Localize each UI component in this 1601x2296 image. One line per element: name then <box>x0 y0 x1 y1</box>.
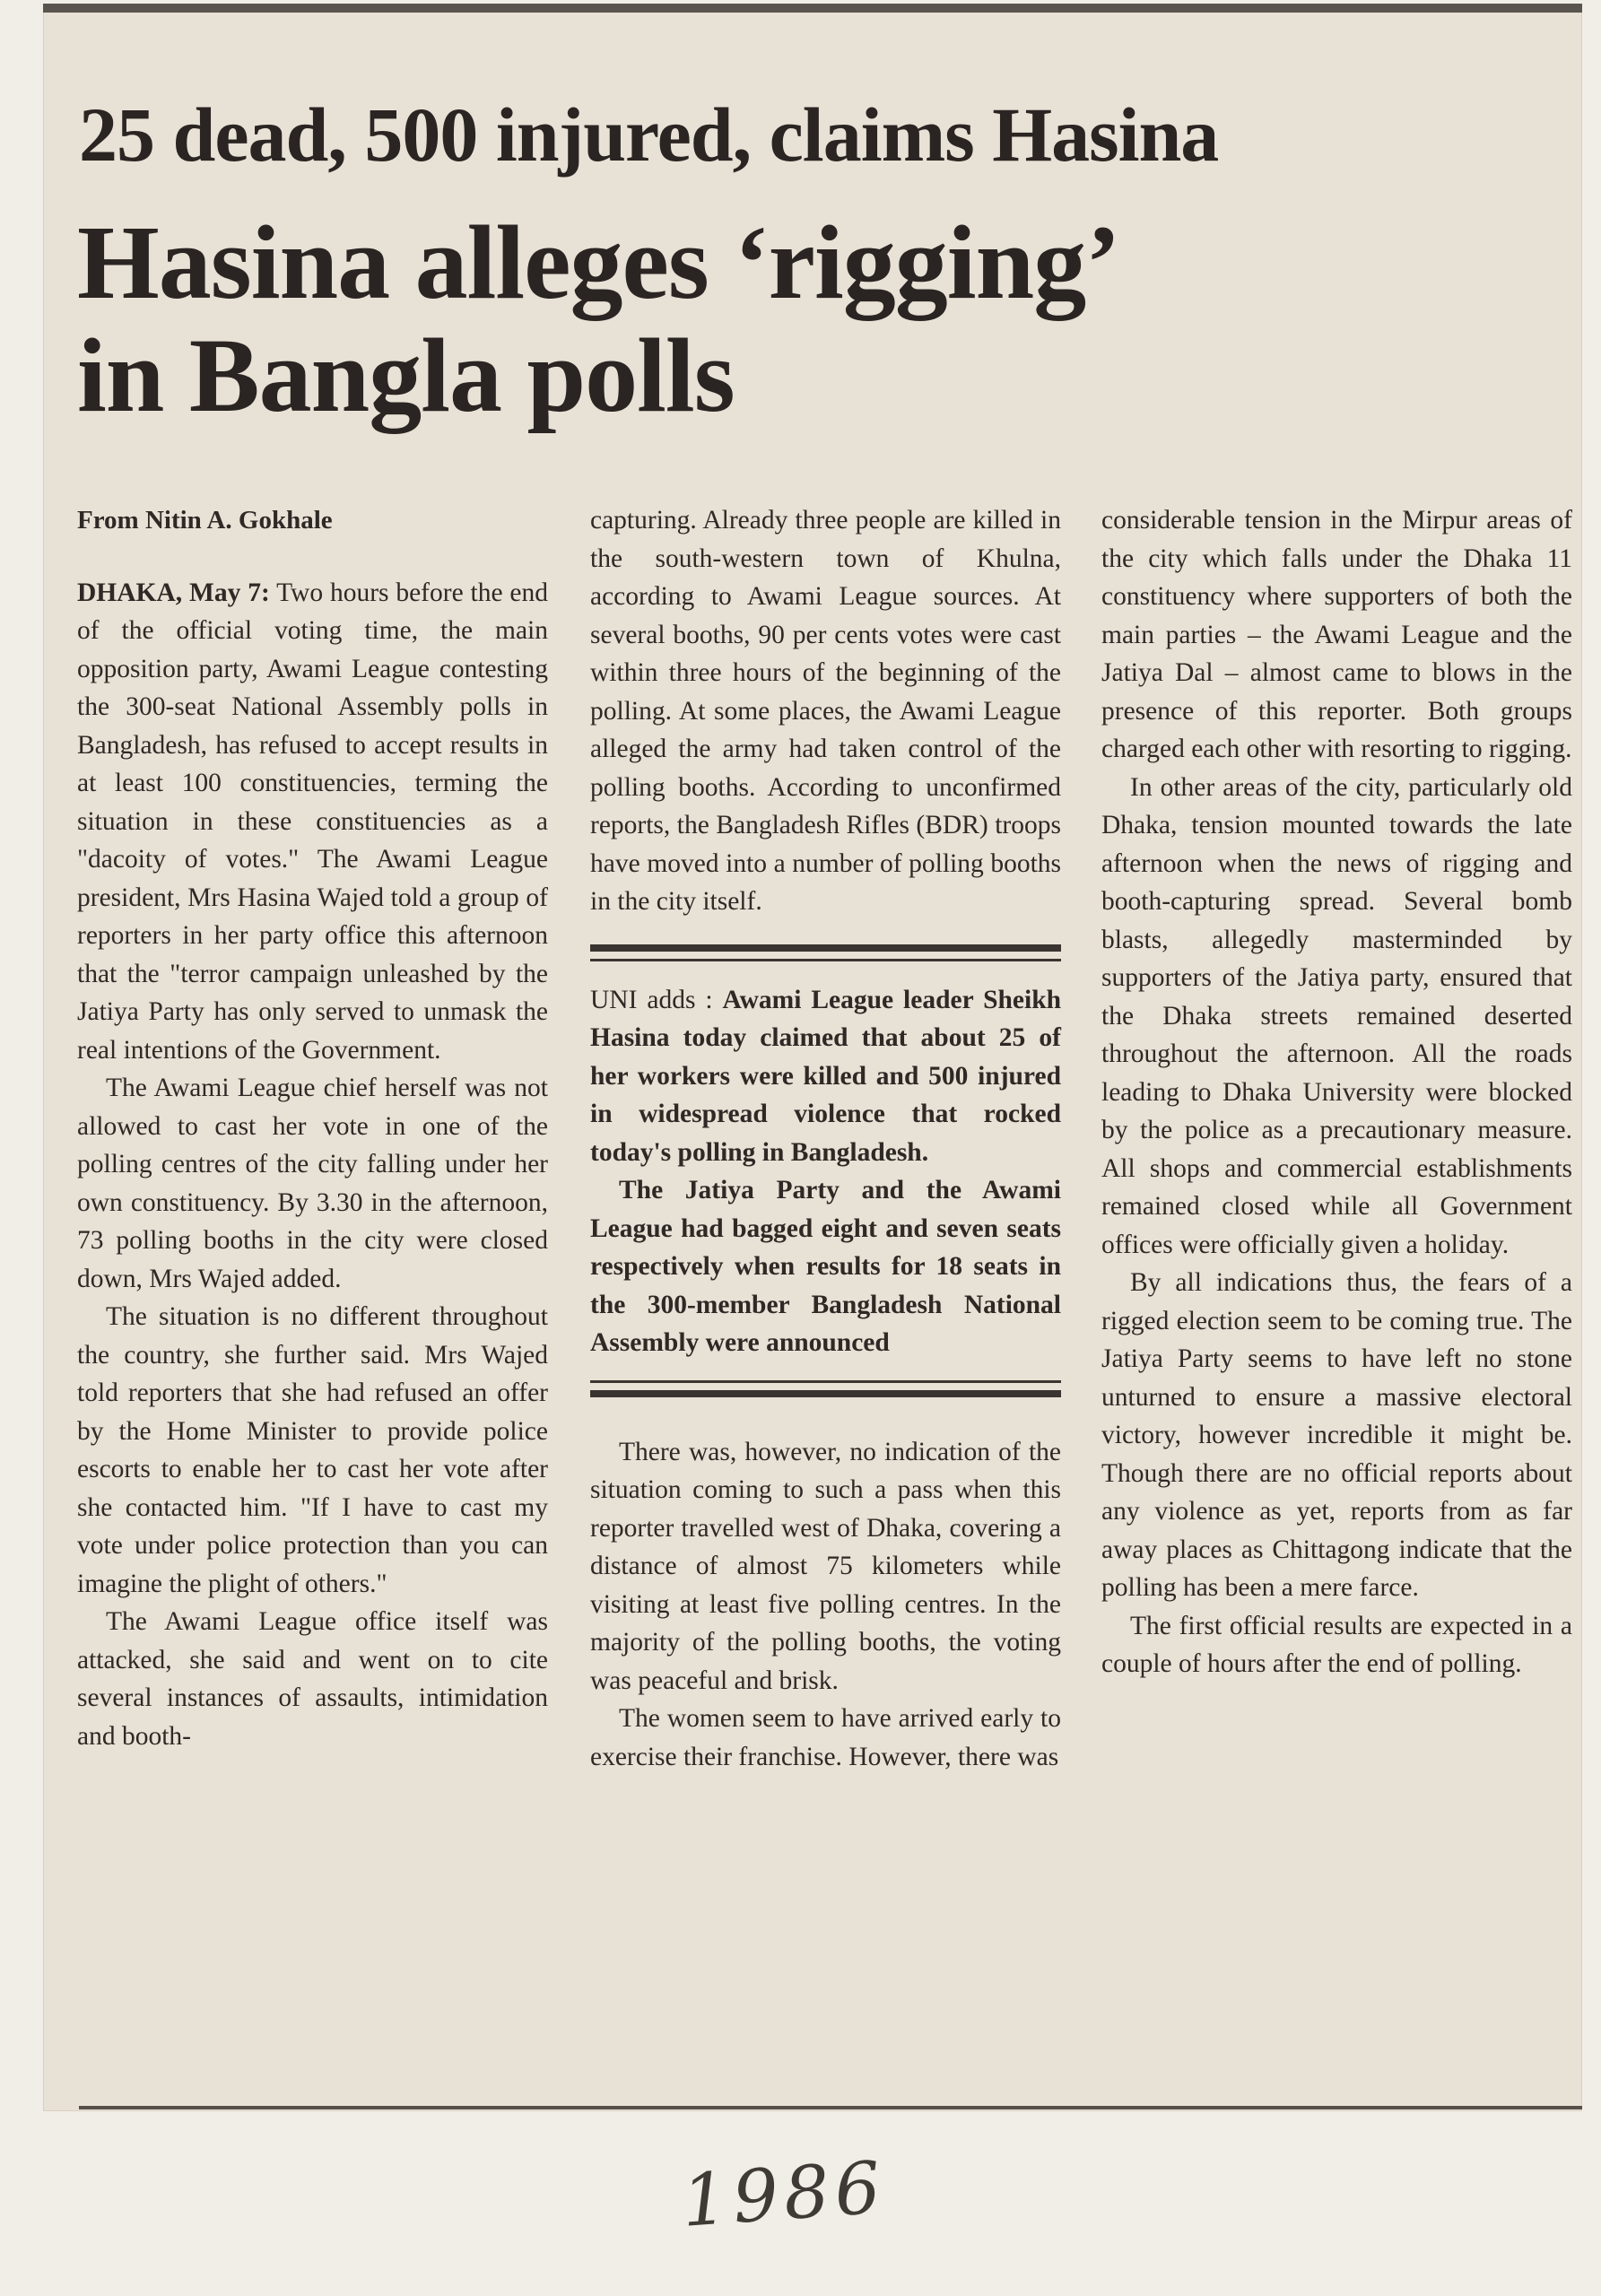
article-column-1 <box>77 501 548 1755</box>
uni-paragraph <box>590 981 1061 1172</box>
headline-line-2: in Bangla polls <box>77 317 735 434</box>
box-rule-bottom <box>590 1390 1061 1397</box>
paragraph: The women seem to have arrived early to exercise their franchise. However, there was <box>590 1704 1061 1771</box>
newspaper-clipping <box>43 4 1582 2111</box>
uni-text: Awami League leader Sheikh Hasina today claimed that about 25 of her workers were killed and 500 injured in widespread violence that rocked today's polling in Bangladesh. <box>590 985 1062 1167</box>
paragraph: By all indications thus, the fears of a rigged election seem to be coming true. The Jatiya Party seems to have left no stone unturned to ensure a massive electoral victory, however incredible it might be. Though there are no official reports about any violence as yet, reports from as far away places as Chittagong indicate that the polling has been a mere farce. <box>1101 1268 1572 1602</box>
box-rule-top <box>590 944 1061 952</box>
uni-box <box>590 981 1061 1362</box>
main-headline <box>77 206 1548 432</box>
article-column-3 <box>1101 501 1572 1683</box>
paragraph <box>77 574 548 1070</box>
paragraph: capturing. Already three people are killed in the south-western town of Khulna, according to Awami League sources. At several booths, 90 per cents votes were cast within three hours of the beginning of the polling. At some places, the Awami League alleged the army had taken control of the polling booths. According to unconfirmed reports, the Bangladesh Rifles (BDR) troops have moved into a number of polling booths in the city itself. <box>590 506 1061 916</box>
box-rule-bottom-thin <box>590 1380 1061 1383</box>
handwritten-year: 1986 <box>679 2145 889 2243</box>
paragraph: considerable tension in the Mirpur areas of the city which falls under the Dhaka 11 constituency where supporters of both the main parties – the Awami League and the Jatiya Dal – almost came to blows in the presence of this reporter. Both groups charged each other with resorting to rigging. <box>1101 506 1572 763</box>
paragraph: The Awami League office itself was attacked, she said and went on to cite several instances of assaults, intimidation and booth- <box>77 1607 548 1751</box>
paragraph: The first official results are expected in a couple of hours after the end of polling. <box>1101 1611 1572 1678</box>
paragraph: The Awami League chief herself was not allowed to cast her vote in one of the polling centres of the city falling under her own constituency. By 3.30 in the afternoon, 73 polling booths in the city were closed down, Mrs Wajed added. <box>77 1074 548 1293</box>
paragraph: There was, however, no indication of the situation coming to such a pass when this reporter travelled west of Dhaka, covering a distance of almost 75 kilometers while visiting at least five polling centres. In the majority of the polling booths, the voting was peaceful and brisk. <box>590 1437 1061 1695</box>
byline: From Nitin A. Gokhale <box>77 506 333 535</box>
uni-paragraph: The Jatiya Party and the Awami League had bagged eight and seven seats respectively when results for 18 seats in the 300-member Bangladesh National Assembly were announced <box>590 1176 1061 1357</box>
paragraph: The situation is no different throughout the country, she further said. Mrs Wajed told reporters that she had refused an offer by the Home Minister to provide police escorts to enable her to cast her vote after she contacted him. "If I have to cast my vote under police protection than you can imagine the plight of others." <box>77 1302 548 1598</box>
paragraph-text: Two hours before the end of the official voting time, the main opposition party, Awami League contesting the 300-seat National Assembly polls in Bangladesh, has refused to accept results in at least 100 constituencies, terming the situation in these constituencies as a "dacoity of votes." The Awami League president, Mrs Hasina Wajed told a group of reporters in her party office this afternoon that the "terror campaign unleashed by the Jatiya Party has only served to unmask the real intentions of the Government. <box>77 578 548 1065</box>
top-rule <box>43 4 1582 13</box>
bottom-rule <box>79 2106 1582 2109</box>
article-column-2 <box>590 501 1061 1776</box>
box-rule-top-thin <box>590 959 1061 961</box>
uni-lead: UNI adds : <box>590 985 713 1014</box>
headline-line-1: Hasina alleges ‘rigging’ <box>77 204 1120 321</box>
dateline: DHAKA, May 7: <box>77 578 270 607</box>
kicker-headline: 25 dead, 500 injured, claims Hasina <box>79 91 1219 178</box>
paragraph: In other areas of the city, particularly old Dhaka, tension mounted towards the late afternoon when the news of rigging and booth-capturing spread. Several bomb blasts, allegedly masterminded by supporters of the Jatiya party, ensured that the Dhaka streets remained deserted throughout the afternoon. All the roads leading to Dhaka University were blocked by the police as a precautionary measure. All shops and commercial establishments remained closed while all Government offices were officially given a holiday. <box>1101 772 1572 1259</box>
